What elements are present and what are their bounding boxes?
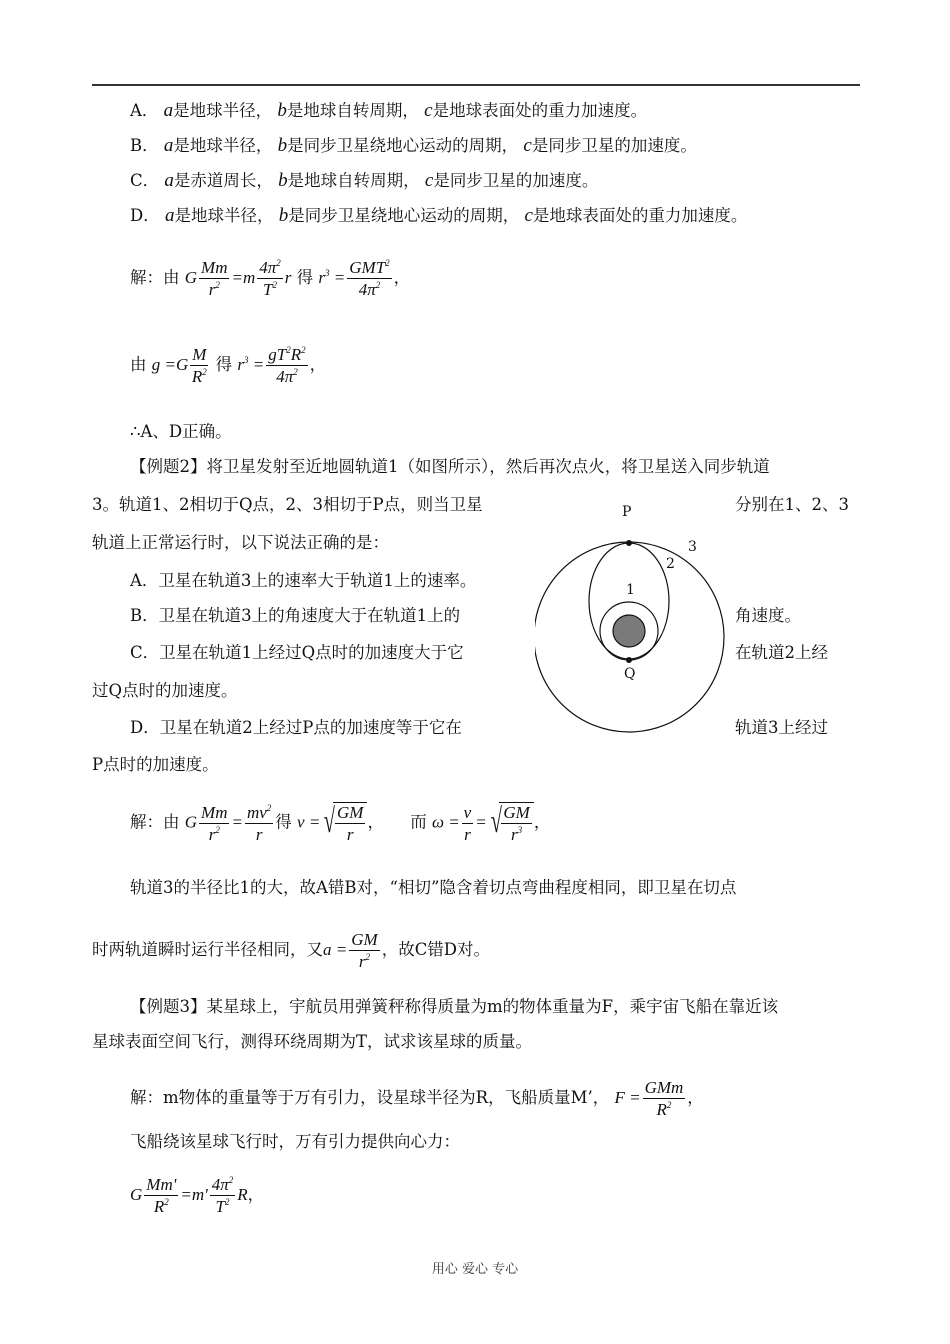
example-2-line-1: 【例题2】将卫星发射至近地圆轨道1（如图所示），然后再次点火，将卫星送入同步轨道 [130,457,770,476]
example-2-option-c: C．卫星在轨道1上经过Q点时的加速度大于它 [130,643,464,662]
earth [613,615,645,647]
header-rule [92,84,860,86]
label-q: Q [624,666,636,682]
orbit-diagram [535,495,735,740]
example-3-line-2: 星球表面空间飞行，测得环绕周期为T，试求该星球的质量。 [92,1032,533,1051]
solution-2-paragraph-1: 轨道3的半径比1的大，故A错B对，“相切”隐含着切点弯曲程度相同，即卫星在切点 [130,878,737,897]
example-2-line-3: 轨道上正常运行时，以下说法正确的是： [92,533,389,552]
solution-1-conclusion: ∴A、D正确。 [130,422,232,441]
example-2-line-2b: 分别在1、2、3 [735,495,849,514]
example-2-option-c-cont: 在轨道2上经 [735,643,828,662]
example-3-solution-line-1: 解：m物体的重量等于万有引力，设星球半径为R，飞船质量M’， F = $\frac{\text{GMm}}{R^2}$ ， [130,1078,704,1119]
label-orbit-3: 3 [688,539,697,555]
example-2-option-d: D．卫星在轨道2上经过P点的加速度等于它在 [130,718,462,737]
solution-2-formula: 解：由 G $\frac{Mm}{r^2}$ = $\frac{mv^2}{r}$ 得 v = √ $\frac{GM}{r}$ ， 而 ω = $\frac{v}{r}$ = √ $\frac{GM}{r^3}$ ， [130,802,551,844]
option-d: D． a是地球半径， b是同步卫星绕地心运动的周期， c是地球表面处的重力加速度。 [130,205,748,226]
example-2-option-d-cont: 轨道3上经过 [735,718,828,737]
point-q [626,657,632,663]
option-a: A． a是地球半径， b是地球自转周期， c是地球表面处的重力加速度。 [130,100,648,121]
example-2-option-a: A．卫星在轨道3上的速率大于轨道1上的速率。 [130,571,477,590]
example-2-line-2a: 3。轨道1、2相切于Q点，2、3相切于P点，则当卫星 [92,495,483,514]
label-orbit-1: 1 [626,582,635,598]
example-2-option-b-cont: 角速度。 [735,606,801,625]
example-3-solution-line-2: 飞船绕该星球飞行时，万有引力提供向心力： [130,1132,460,1151]
label-p: P [622,504,632,520]
solution-1-formula-1: 解：由 G $\frac{Mm}{r^2}$ =m $\frac{4\pi^2}{T^2}$ r 得 $r^3$ = $\frac{GMT^2}{4\pi^2}$ ， [130,258,411,299]
example-3-formula: G $\frac{Mm'}{R^2}$ =m' $\frac{4\pi^2}{T^2}$ R， [130,1175,265,1216]
example-2-option-d-line-2: P点时的加速度。 [92,755,219,774]
option-c: C． a是赤道周长， b是地球自转周期， c是同步卫星的加速度。 [130,170,599,191]
example-2-option-b: B．卫星在轨道3上的角速度大于在轨道1上的 [130,606,461,625]
example-2-option-c-line-2: 过Q点时的加速度。 [92,681,238,700]
solution-1-formula-2: 由 g =G $\frac{M}{R^2}$ 得 $r^3$ = $\frac{gT^2R^2}{4\pi^2}$ ， [130,345,327,386]
solution-2-paragraph-2: 时两轨道瞬时运行半径相同，又a = $\frac{GM}{r^2}$ ，故C错D对。 [92,930,491,971]
point-p [626,540,632,546]
label-orbit-2: 2 [666,556,675,572]
page-footer: 用心 爱心 专心 [431,1262,519,1277]
example-3-line-1: 【例题3】某星球上，宇航员用弹簧秤称得质量为m的物体重量为F，乘宇宙飞船在靠近该 [130,997,779,1016]
option-b: B． a是地球半径， b是同步卫星绕地心运动的周期， c是同步卫星的加速度。 [130,135,697,156]
